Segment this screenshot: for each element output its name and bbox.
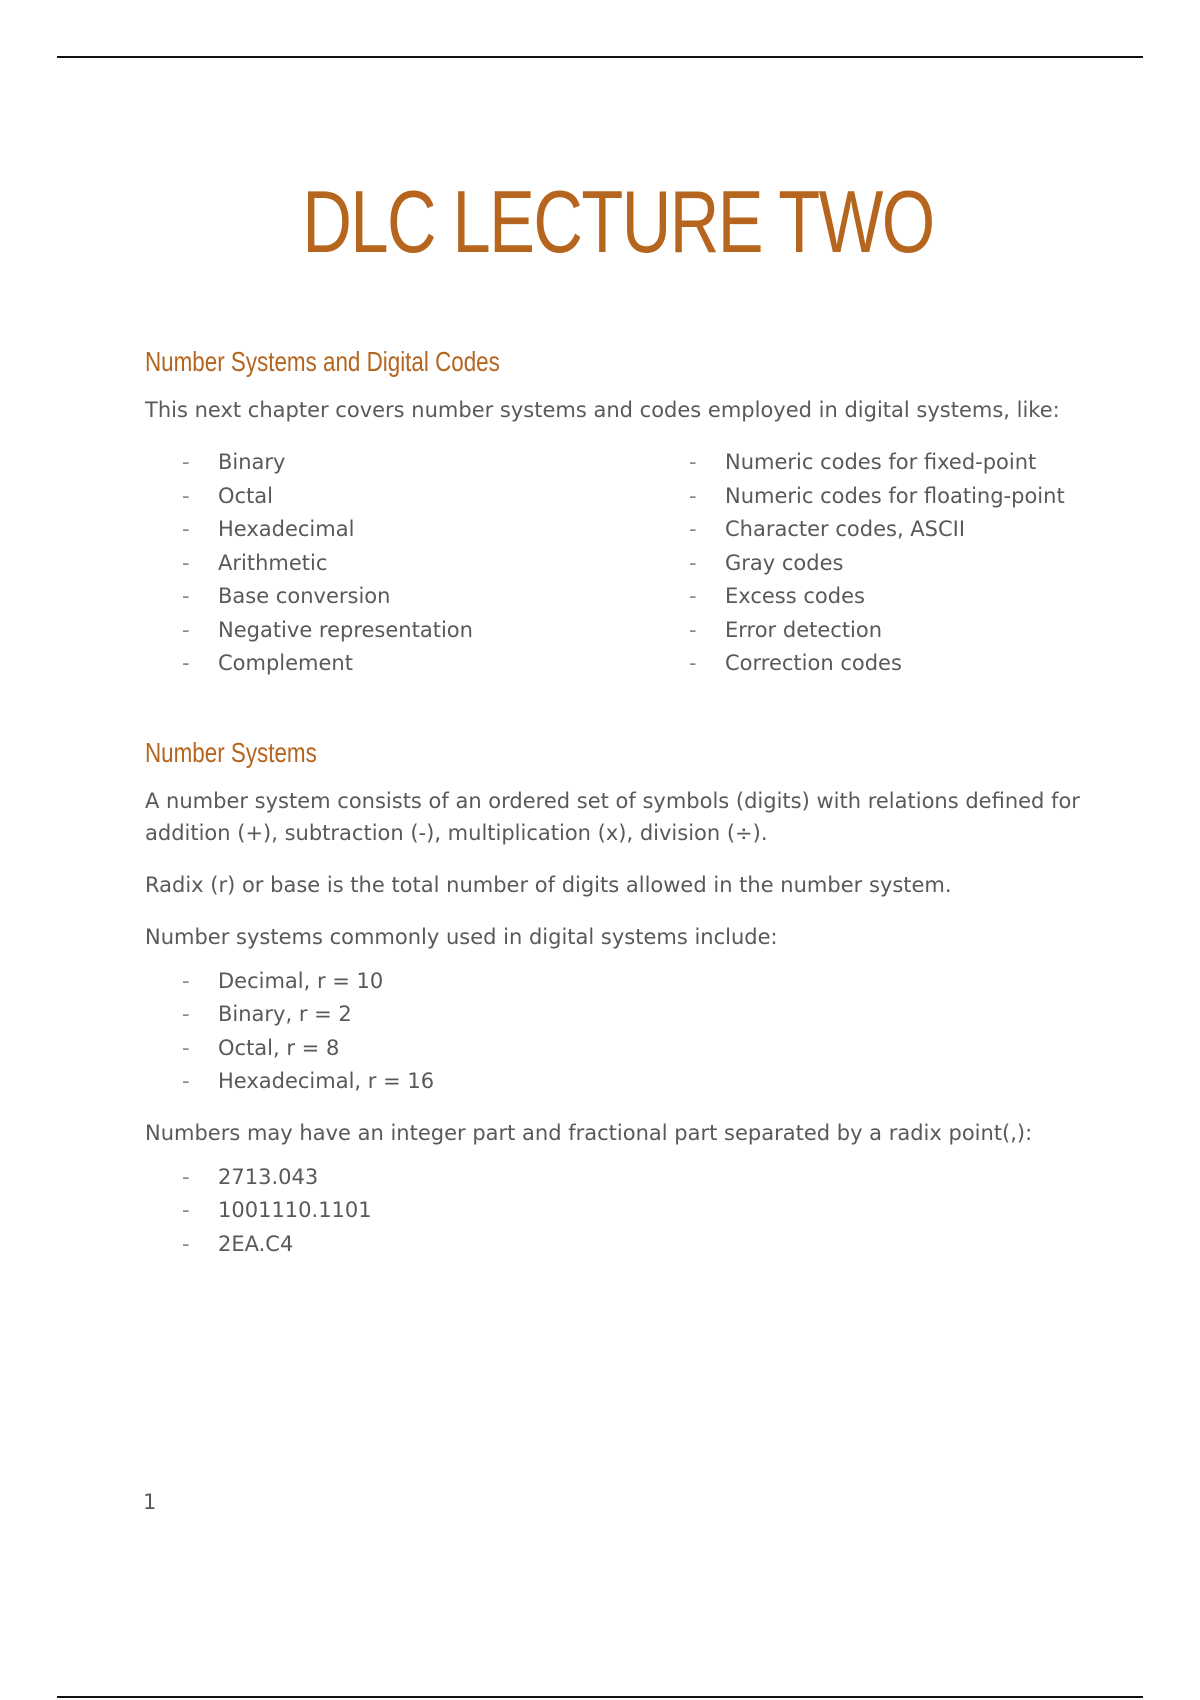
- list-item: - Binary: [145, 446, 652, 480]
- list-item: - Complement: [145, 647, 652, 681]
- section-number-systems-and-digital-codes: [145, 344, 1085, 681]
- list-item: - Excess codes: [652, 580, 1085, 614]
- list-item: - 2EA.C4: [145, 1228, 1085, 1262]
- number-systems-list: [145, 965, 1085, 1099]
- document-title: DLC LECTURE TWO: [302, 172, 934, 271]
- common-systems-paragraph: Number systems commonly used in digital systems include:: [145, 924, 778, 949]
- top-rule: [57, 56, 1143, 58]
- list-item: - 1001110.1101: [145, 1194, 1085, 1228]
- list-item: - Numeric codes for floating-point: [652, 480, 1085, 514]
- list-item: - Numeric codes for fixed-point: [652, 446, 1085, 480]
- topics-two-column-list: [145, 446, 1085, 681]
- radix-point-paragraph: Numbers may have an integer part and fractional part separated by a radix point(,):: [145, 1120, 1033, 1145]
- list-item: - Error detection: [652, 614, 1085, 648]
- list-item: - 2713.043: [145, 1161, 1085, 1195]
- list-item: - Character codes, ASCII: [652, 513, 1085, 547]
- definition-paragraph: A number system consists of an ordered set of symbols (digits) with relations defined for addition (+), subtraction (-), multiplication (x), division (÷).: [145, 788, 1080, 845]
- list-item: - Base conversion: [145, 580, 652, 614]
- section-number-systems: [145, 735, 1085, 1262]
- topics-left-list: [145, 446, 652, 681]
- topics-right-list: [652, 446, 1085, 681]
- list-item: - Correction codes: [652, 647, 1085, 681]
- bottom-rule: [57, 1696, 1143, 1698]
- list-item: - Binary, r = 2: [145, 998, 1085, 1032]
- topics-right-column: [652, 446, 1085, 681]
- radix-paragraph: Radix (r) or base is the total number of digits allowed in the number system.: [145, 872, 952, 897]
- section-heading: Number Systems and Digital Codes: [145, 346, 500, 377]
- list-item: - Negative representation: [145, 614, 652, 648]
- topics-left-column: [145, 446, 652, 681]
- list-item: - Hexadecimal: [145, 513, 652, 547]
- list-item: - Octal, r = 8: [145, 1032, 1085, 1066]
- list-item: - Arithmetic: [145, 547, 652, 581]
- section-heading: Number Systems: [145, 736, 317, 768]
- list-item: - Decimal, r = 10: [145, 965, 1085, 999]
- intro-paragraph: This next chapter covers number systems and codes employed in digital systems, like:: [145, 398, 1060, 422]
- document-body: [145, 344, 1085, 1261]
- list-item: - Gray codes: [652, 547, 1085, 581]
- examples-list: [145, 1161, 1085, 1262]
- list-item: - Octal: [145, 480, 652, 514]
- list-item: - Hexadecimal, r = 16: [145, 1065, 1085, 1099]
- page-number: 1: [143, 1490, 157, 1514]
